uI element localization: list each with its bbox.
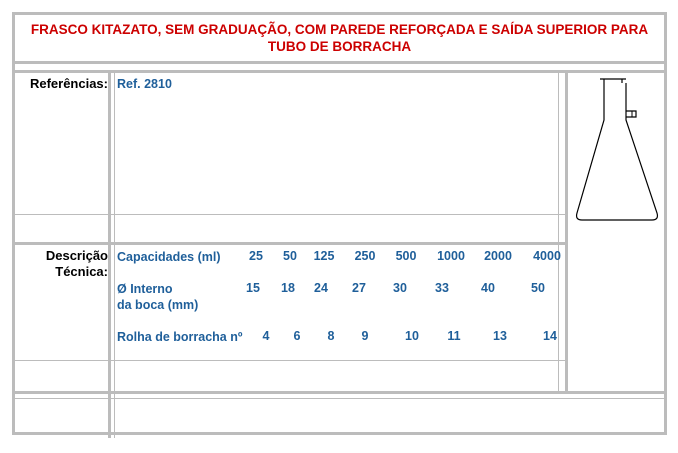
inner-diameter-value: 15 xyxy=(246,281,260,295)
stopper-value: 6 xyxy=(293,329,301,343)
capacity-value: 25 xyxy=(249,249,263,263)
stopper-label: Rolha de borracha nº xyxy=(117,330,243,344)
description-label xyxy=(15,248,108,280)
product-table xyxy=(12,12,667,435)
references-label: Referências: xyxy=(29,76,108,91)
divider xyxy=(15,242,565,245)
description-label-line-1: Descrição xyxy=(45,248,108,263)
divider xyxy=(15,61,664,64)
stopper-value: 4 xyxy=(262,329,270,343)
divider xyxy=(558,72,559,394)
capacity-value: 4000 xyxy=(533,249,561,263)
divider xyxy=(108,72,111,438)
title-line-2: TUBO DE BORRACHA xyxy=(267,39,412,54)
inner-diameter-label xyxy=(117,281,198,313)
inner-diameter-value: 50 xyxy=(531,281,545,295)
divider xyxy=(565,72,568,394)
kitasato-flask-icon xyxy=(570,75,662,225)
inner-diameter-label-line-2: da boca (mm) xyxy=(117,298,199,312)
divider xyxy=(15,214,565,215)
inner-diameter-value: 30 xyxy=(393,281,407,295)
capacity-value: 125 xyxy=(313,249,335,263)
capacity-value: 2000 xyxy=(484,249,512,263)
inner-diameter-value: 18 xyxy=(281,281,295,295)
stopper-value: 11 xyxy=(447,329,461,343)
stopper-value: 9 xyxy=(361,329,369,343)
capacities-label: Capacidades (ml) xyxy=(117,250,221,264)
inner-diameter-value: 33 xyxy=(435,281,449,295)
capacity-value: 500 xyxy=(395,249,417,263)
stopper-value: 10 xyxy=(405,329,419,343)
capacity-value: 1000 xyxy=(437,249,465,263)
description-label-line-2: Técnica: xyxy=(55,264,108,279)
product-title xyxy=(15,15,664,61)
divider xyxy=(15,398,664,399)
reference-value: Ref. 2810 xyxy=(117,77,172,91)
inner-diameter-value: 24 xyxy=(314,281,328,295)
stopper-value: 13 xyxy=(493,329,507,343)
stopper-value: 14 xyxy=(543,329,557,343)
inner-diameter-value: 40 xyxy=(481,281,495,295)
divider xyxy=(15,360,565,361)
stopper-value: 8 xyxy=(327,329,335,343)
capacity-value: 250 xyxy=(354,249,376,263)
inner-diameter-label-line-1: Ø Interno xyxy=(117,282,173,296)
title-line-1: FRASCO KITAZATO, SEM GRADUAÇÃO, COM PAREDE REFORÇADA E SAÍDA SUPERIOR PARA xyxy=(30,22,649,37)
capacity-value: 50 xyxy=(283,249,297,263)
divider xyxy=(114,72,115,438)
inner-diameter-value: 27 xyxy=(352,281,366,295)
